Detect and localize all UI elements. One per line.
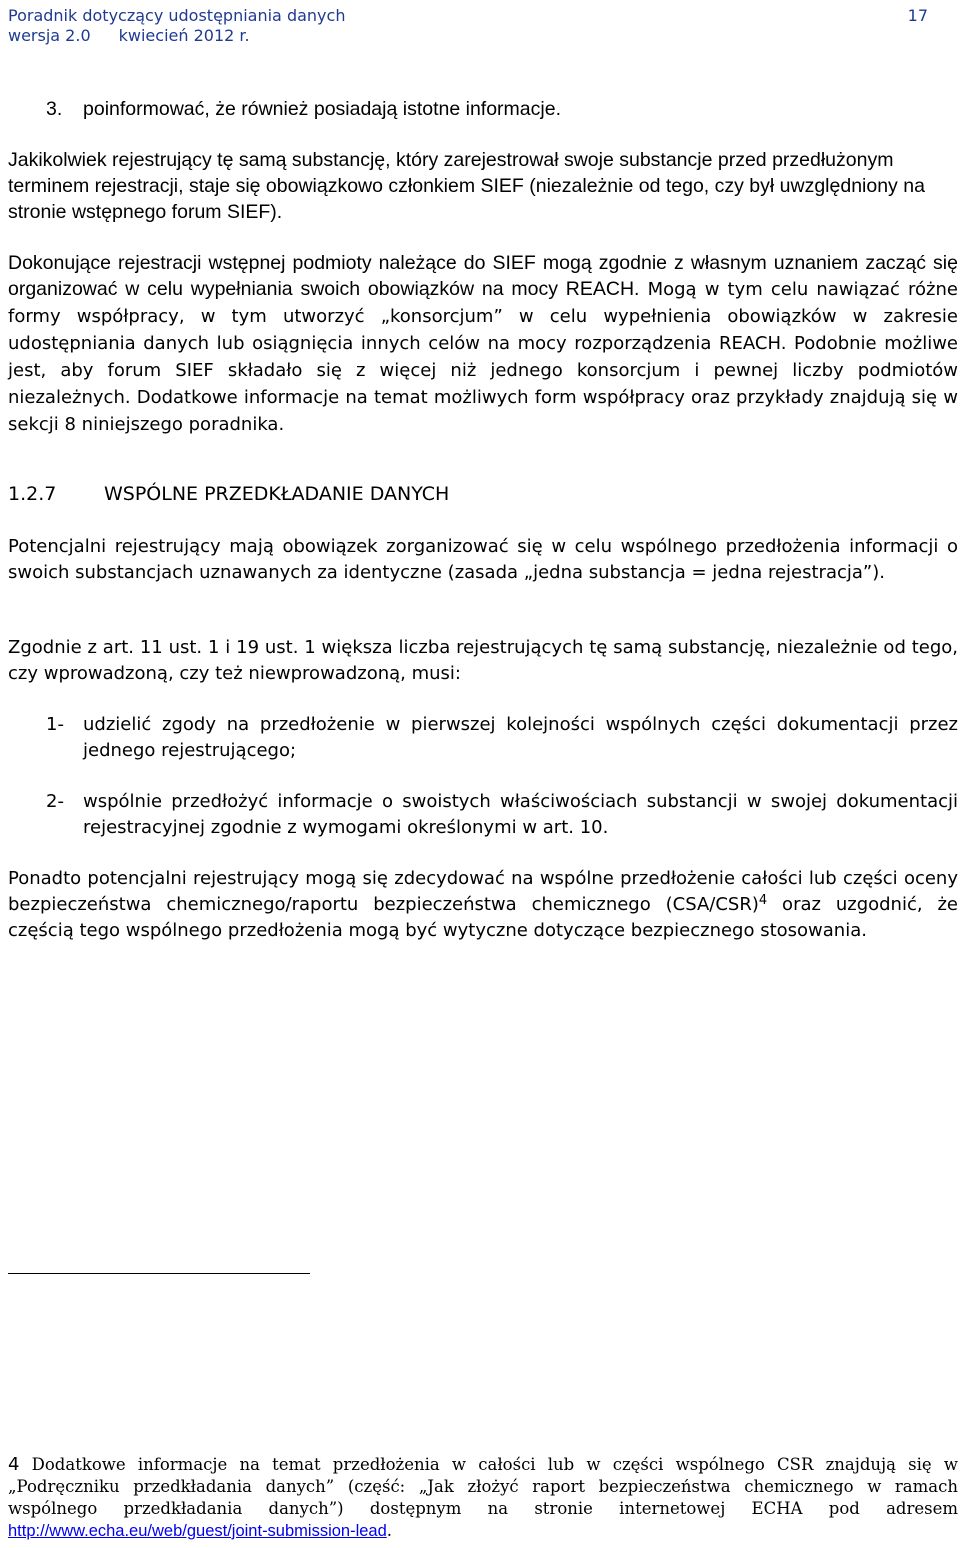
list-item xyxy=(8,712,958,764)
paragraph-article-11: Zgodnie z art. 11 ust. 1 i 19 ust. 1 większa liczba rejestrujących tę samą substancję, niezależnie od tego, czy wprowadzoną, czy też niewprowadzoną, musi: xyxy=(8,637,958,684)
footnote-number: 4 xyxy=(8,1454,20,1475)
text-run: oraz uzgodnić, że częścią tego wspólnego przedłożenia mogą być wytyczne dotyczące bezpiecznego stosowania. xyxy=(8,894,958,941)
list-text: udzielić zgody na przedłożenie w pierwszej kolejności wspólnych części dokumentacji przez jednego rejestrującego; xyxy=(83,714,958,761)
text-run: Dokonujące rejestracji wstępnej podmioty należące do SIEF mogą zgodnie z własnym uznaniem zacząć się organizować w celu wypełniania swoich obowiązków na mocy REACH. xyxy=(8,252,958,300)
text-run: Dodatkowe informacje na temat możliwych form współpracy oraz przykłady znajdują się w sekcji 8 niniejszego poradnika. xyxy=(8,387,958,435)
text-run: Podobnie możliwe jest, aby forum SIEF składało się z więcej niż jednego konsorcjum i pewnej liczby podmiotów niezależnych. xyxy=(8,333,958,408)
section-title: WSPÓLNE PRZEDKŁADANIE DANYCH xyxy=(104,483,450,505)
section-heading xyxy=(8,481,958,507)
text-run: Mogą w tym celu nawiązać różne formy współpracy, w tym utworzyć „konsorcjum” w celu wypełnienia obowiązków w zakresie udostępniania danych lub osiągnięcia innych celów na mocy rozporządzenia REACH. xyxy=(8,279,958,354)
footnote-reference[interactable]: 4 xyxy=(758,893,768,908)
list-text: wspólnie przedłożyć informacje o swoistych właściwościach substancji w swojej dokumentacji rejestracyjnej zgodnie z wymogami określonymi w art. 10. xyxy=(83,791,958,838)
footnote xyxy=(8,1454,958,1542)
list-marker: 2- xyxy=(46,791,64,812)
text-run: Ponadto potencjalni rejestrujący mogą się zdecydować na wspólne przedłożenie całości lub części oceny bezpieczeństwa chemicznego/raportu bezpieczeństwa chemicznego (CSA/CSR) xyxy=(8,868,958,915)
echa-link[interactable]: http://www.echa.eu/web/guest/joint-submission-lead xyxy=(8,1522,387,1540)
document-date: kwiecień 2012 r. xyxy=(118,26,250,45)
paragraph-joint-submission: Potencjalni rejestrujący mają obowiązek zorganizować się w celu wspólnego przedłożenia informacji o swoich substancjach uznawanych za identyczne (zasada „jedna substancja = jedna rejestracja”). xyxy=(8,536,958,583)
list-item xyxy=(8,96,958,122)
list-text: poinformować, że również posiadają istotne informacje. xyxy=(83,98,561,120)
section-number: 1.2.7 xyxy=(8,483,57,505)
page-number: 17 xyxy=(907,6,928,25)
paragraph-sief-membership: Jakikolwiek rejestrujący tę samą substancję, który zarejestrował swoje substancje przed przedłużonym terminem rejestracji, staje się obowiązkowo członkiem SIEF (niezależnie od tego, czy był uwzględniony na stronie wstępnego forum SIEF). xyxy=(8,149,925,223)
list-marker: 3. xyxy=(46,98,63,120)
footnote-end: . xyxy=(386,1521,393,1540)
page-header xyxy=(8,6,948,46)
footnote-text: Dodatkowe informacje na temat przedłożenia w całości lub w części wspólnego CSR znajdują się w „Podręczniku przedkładania danych” (część: „Jak złożyć raport bezpieczeństwa chemicznego w ramach wspólnego przedkładania danych”) dostępnym na stronie internetowej ECHA pod adresem xyxy=(8,1455,958,1518)
list-marker: 1- xyxy=(46,714,64,735)
paragraph-preregistration xyxy=(8,250,958,438)
paragraph-csa-csr xyxy=(8,866,958,944)
list-item xyxy=(8,789,958,841)
document-title: Poradnik dotyczący udostępniania danych xyxy=(8,6,346,25)
footnote-separator xyxy=(8,1273,310,1274)
document-version: wersja 2.0 xyxy=(8,26,91,45)
